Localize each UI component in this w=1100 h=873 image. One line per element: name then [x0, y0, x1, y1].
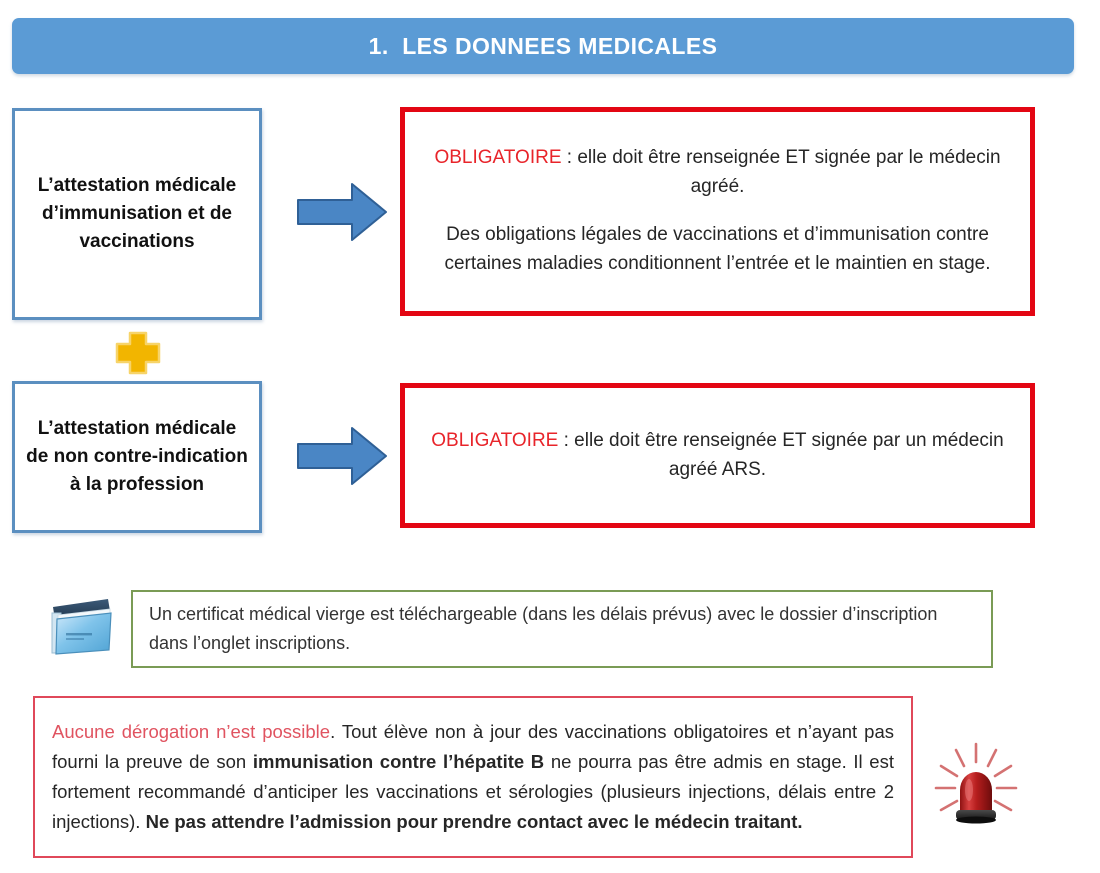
obligatoire-keyword: OBLIGATOIRE: [434, 147, 562, 169]
download-note-text: Un certificat médical vierge est téléchargeable (dans les délais prévus) avec le dossier d’inscription dans l’onglet inscriptions.: [149, 603, 938, 653]
warning-segment-red: Aucune dérogation n’est possible: [52, 721, 331, 743]
folder-icon: [48, 593, 116, 659]
page-title: 1. LES DONNEES MEDICALES: [368, 32, 718, 59]
warning-segment-bold-contact: Ne pas attendre l’admission pour prendre contact avec le médecin traitant.: [145, 810, 803, 832]
warning-segment-bold-hepatite: immunisation contre l’hépatite B: [252, 751, 545, 773]
source-box-label: L’attestation médicale de non contre-indication à la profession: [26, 417, 248, 496]
source-box-label: L’attestation médicale d’immunisation et de vaccinations: [37, 174, 237, 253]
warning-box: [33, 696, 913, 858]
arrow-right-icon: [296, 424, 388, 488]
requirement-line-primary: [405, 427, 1030, 485]
requirement-line-secondary: Des obligations légales de vaccinations et d’immunisation contre certaines maladies conditionnent l’entrée et le maintien en stage.: [444, 224, 991, 274]
requirement-line-primary: [405, 144, 1030, 202]
requirement-box-immunisation: [400, 107, 1035, 316]
source-box-attestation-immunisation: [12, 108, 262, 320]
arrow-right-icon: [296, 180, 388, 244]
obligatoire-keyword: OBLIGATOIRE: [431, 429, 559, 451]
download-note-box: [131, 590, 993, 668]
requirement-text: : elle doit être renseignée ET signée par le médecin agréé.: [561, 147, 1001, 198]
requirement-text: : elle doit être renseignée ET signée par un médecin agréé ARS.: [558, 429, 1004, 480]
plus-icon: [113, 330, 163, 376]
requirement-box-non-contre-indication: [400, 383, 1035, 528]
source-box-attestation-non-contre-indication: [12, 381, 262, 533]
section-header-banner: [12, 18, 1074, 74]
warning-segment-normal: . Tout élève non à jour des vaccinations obligatoires et n’ayant pas fourni la preuve de son: [52, 721, 894, 773]
warning-text: [35, 717, 911, 837]
siren-icon: [930, 738, 1022, 832]
warning-segment-normal: ne pourra pas être admis en stage. Il est fortement recommandé d’anticiper les vaccinations et sérologies (plusieurs injections, délais entre 2 injections).: [52, 751, 894, 832]
